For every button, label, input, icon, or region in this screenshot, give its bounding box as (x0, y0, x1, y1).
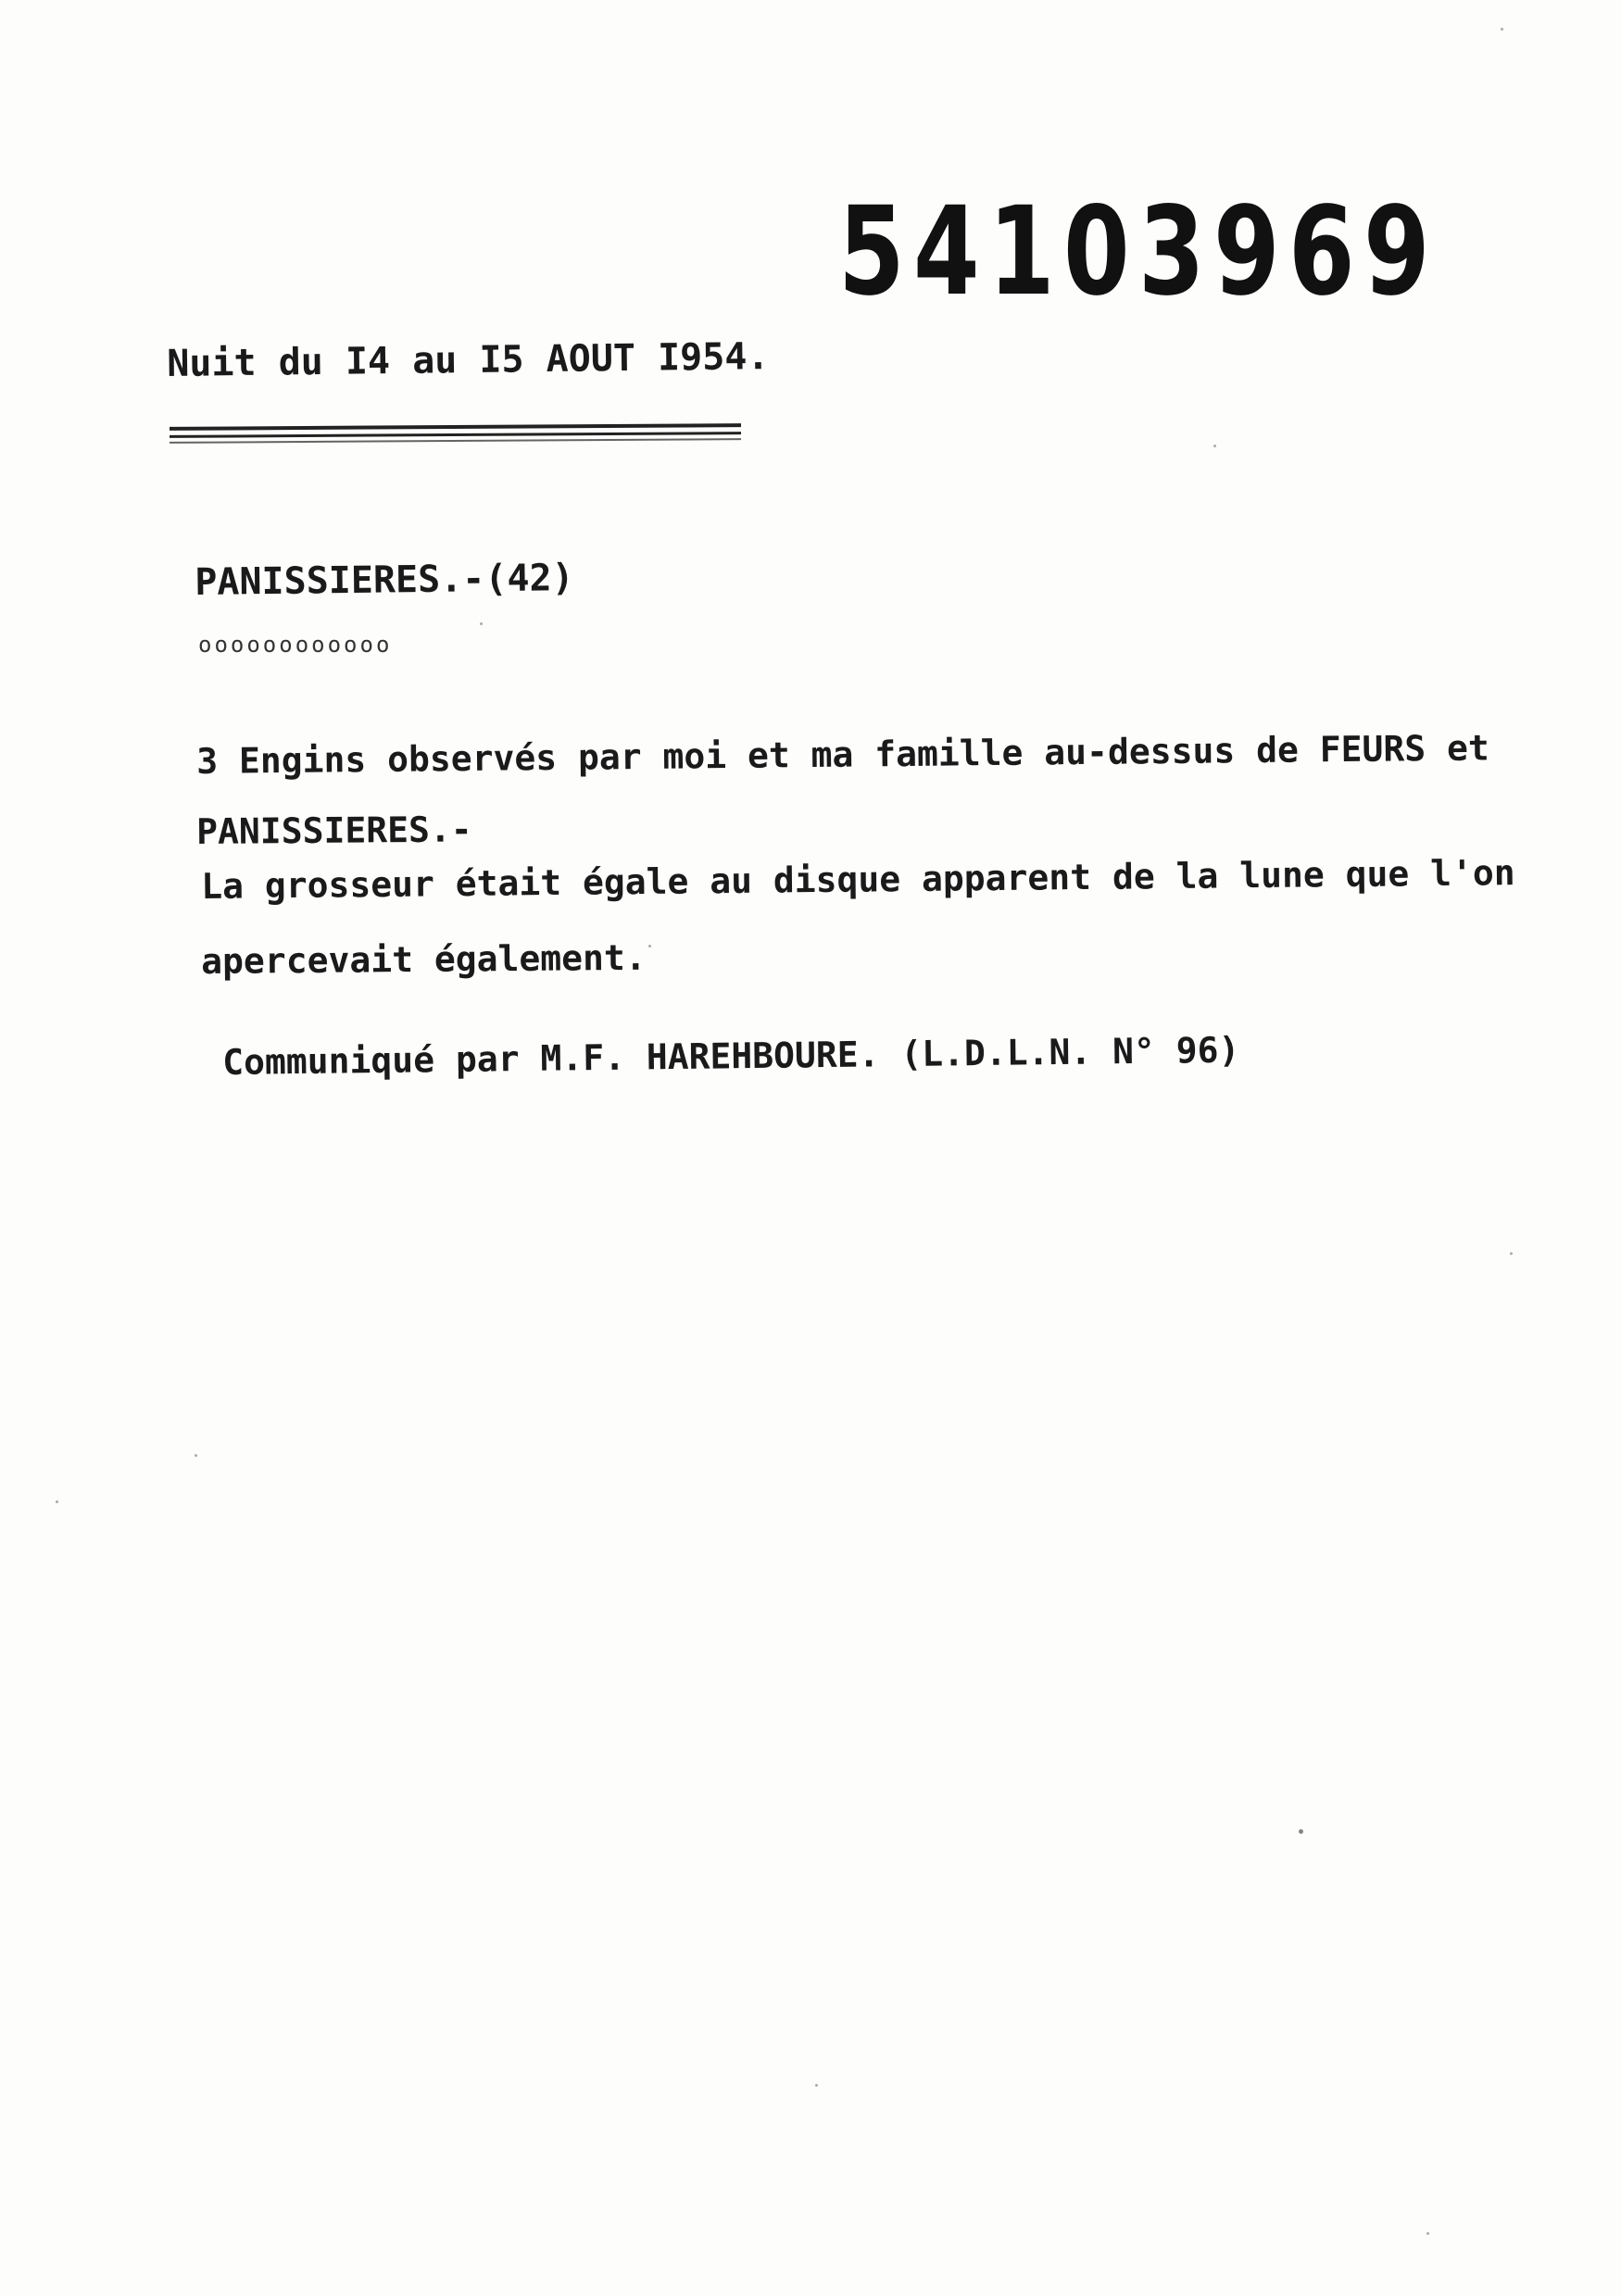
document-number: 54103969 (838, 181, 1439, 323)
attribution-line: Communiqué par M.F. HAREHBOURE. (L.D.L.N. N° 96) (222, 1029, 1240, 1083)
scan-speck (1213, 445, 1216, 447)
date-heading: Nuit du I4 au I5 AOUT I954. (167, 335, 770, 385)
heading-underline (170, 432, 741, 438)
scan-speck (815, 2084, 818, 2087)
place-title: PANISSIERES.-(42) (195, 556, 574, 604)
body-line: 3 Engins observés par moi et ma famille au-dessus de FEURS et (196, 727, 1489, 782)
place-title-rule: oooooooooooo (198, 632, 393, 658)
scan-speck (648, 945, 651, 947)
heading-underline (170, 423, 741, 431)
scan-speck (1299, 1829, 1303, 1834)
scan-speck (1510, 1252, 1513, 1255)
scan-speck (195, 1454, 197, 1457)
scan-speck (480, 622, 483, 625)
body-line: apercevait également. (201, 936, 647, 982)
scan-speck (1426, 2232, 1429, 2235)
body-line: La grosseur était égale au disque apparent de la lune que l'on (201, 852, 1515, 907)
scan-speck (1501, 28, 1503, 31)
body-line: PANISSIERES.- (196, 809, 472, 852)
scan-speck (56, 1500, 58, 1503)
heading-underline (170, 438, 741, 444)
